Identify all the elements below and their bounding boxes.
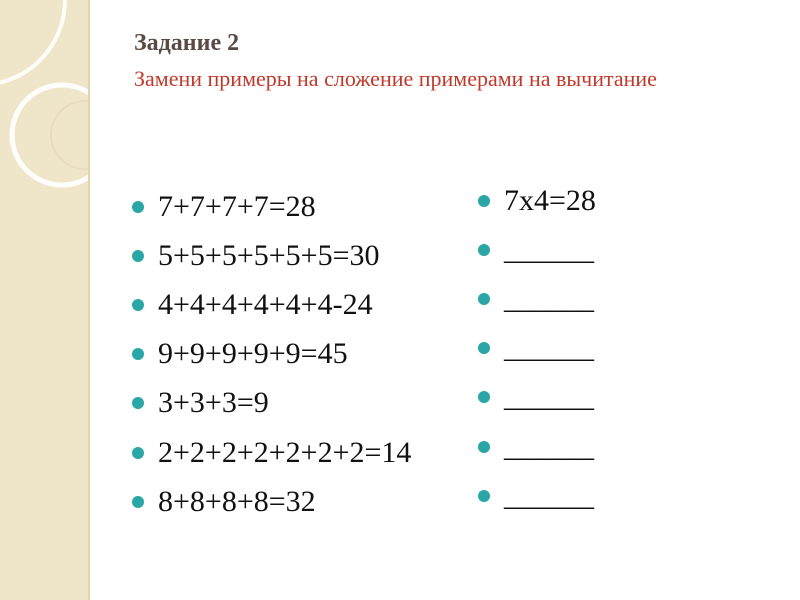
list-item <box>132 477 411 526</box>
list-item <box>478 225 596 274</box>
bullet-icon <box>132 496 144 508</box>
addition-examples-list <box>132 182 411 526</box>
answer-blank: ______ <box>504 429 594 463</box>
list-item <box>478 422 596 471</box>
bullet-icon <box>132 201 144 213</box>
answer-blank: ______ <box>504 281 594 315</box>
list-item <box>478 176 596 225</box>
example-text: 3+3+3=9 <box>158 386 269 420</box>
bullet-icon <box>132 348 144 360</box>
bullet-icon <box>132 299 144 311</box>
bullet-icon <box>132 250 144 262</box>
bullet-icon <box>478 342 490 354</box>
bullet-icon <box>478 441 490 453</box>
list-item <box>132 428 411 477</box>
bullet-icon <box>132 447 144 459</box>
answer-list <box>478 176 596 520</box>
bullet-icon <box>478 391 490 403</box>
answer-blank: ______ <box>504 232 594 266</box>
example-text: 5+5+5+5+5+5=30 <box>158 238 380 272</box>
example-text: 8+8+8+8=32 <box>158 484 316 518</box>
list-item <box>478 274 596 323</box>
list-item <box>478 471 596 520</box>
example-text: 7+7+7+7=28 <box>158 189 316 223</box>
bullet-icon <box>478 195 490 207</box>
list-item <box>132 231 411 280</box>
list-item <box>132 280 411 329</box>
bullet-icon <box>478 490 490 502</box>
answer-blank: ______ <box>504 478 594 512</box>
bullet-icon <box>132 397 144 409</box>
example-text: 9+9+9+9+9=45 <box>158 337 348 371</box>
list-item <box>132 182 411 231</box>
example-text: 4+4+4+4+4+4-24 <box>158 287 373 321</box>
side-band-edge <box>88 0 90 600</box>
bullet-icon <box>478 244 490 256</box>
decorative-circles <box>0 0 90 600</box>
list-item <box>478 324 596 373</box>
list-item <box>132 330 411 379</box>
slide-subtitle: Замени примеры на сложение примерами на вычитание <box>134 66 657 91</box>
bullet-icon <box>478 293 490 305</box>
answer-blank: ______ <box>504 331 594 365</box>
list-item <box>132 379 411 428</box>
example-text: 2+2+2+2+2+2+2=14 <box>158 435 412 469</box>
decorative-side-band <box>0 0 90 600</box>
answer-text: 7х4=28 <box>504 183 596 217</box>
answer-blank: ______ <box>504 380 594 414</box>
slide-title: Задание 2 <box>134 30 240 56</box>
list-item <box>478 373 596 422</box>
